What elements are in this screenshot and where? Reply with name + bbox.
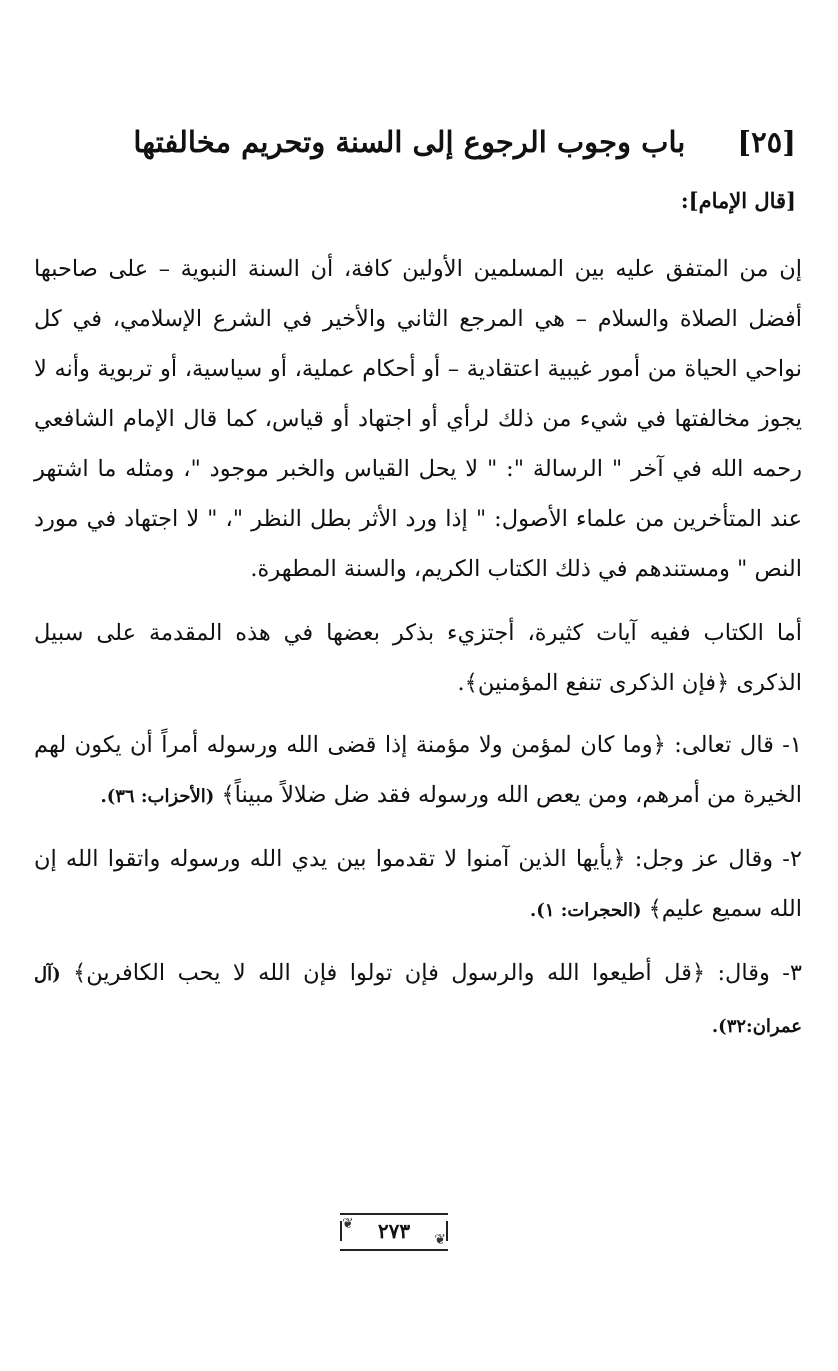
- verse-text: ٣- وقال: ﴿قل أطيعوا الله والرسول فإن تولوا فإن الله لا يحب الكافرين﴾: [73, 960, 802, 986]
- chapter-heading: [34, 118, 802, 166]
- chapter-title: باب وجوب الرجوع إلى السنة وتحريم مخالفتها: [133, 125, 686, 159]
- floral-ornament-icon: ❦: [342, 1216, 354, 1232]
- verse-text: ١- قال تعالى: ﴿وما كان لمؤمن ولا مؤمنة إذا قضى الله ورسوله أمراً أن يكون لهم الخيرة من أمرهم، ومن يعص الله ورسوله فقد ضل ضلالاً مبيناً﴾: [34, 732, 802, 808]
- intro-paragraph: إن من المتفق عليه بين المسلمين الأولين كافة، أن السنة النبوية – على صاحبها أفضل الصلاة والسلام – هي المرجع الثاني والأخير في الشرع الإسلامي، في كل نواحي الحياة من أمور غيبية اعتقادية – أو أحكام عملية، أو سياسية، أو تربوية وأنه لا يجوز مخالفتها في شيء من ذلك لرأي أو اجتهاد أو قياس، كما قال الإمام الشافعي رحمه الله في آخر " الرسالة ": " لا يحل القياس والخبر موجود "، ومثله ما اشتهر عند المتأخرين من علماء الأصول: " إذا ورد الأثر بطل النظر "، " لا اجتهاد في مورد النص " ومستندهم في ذلك الكتاب الكريم، والسنة المطهرة.: [34, 256, 802, 582]
- verse-item-2: [34, 834, 802, 936]
- page-number: ٢٧٣: [377, 1219, 411, 1243]
- verse-reference: (آل عمران:٣٢).: [34, 964, 802, 1037]
- book-page: [34, 118, 802, 1064]
- verse-text: ٢- وقال عز وجل: ﴿يأيها الذين آمنوا لا تقدموا بين يدي الله ورسوله واتقوا الله إن الله سميع عليم﴾: [34, 846, 802, 922]
- quran-paragraph: أما الكتاب ففيه آيات كثيرة، أجتزيء بذكر بعضها في هذه المقدمة على سبيل الذكرى ﴿فإن الذكرى تنفع المؤمنين﴾.: [34, 620, 802, 696]
- verse-reference: (الأحزاب: ٣٦).: [100, 786, 215, 807]
- chapter-number: [٢٥]: [737, 125, 796, 159]
- verse-item-1: [34, 720, 802, 822]
- verse-reference: (الحجرات: ١).: [529, 900, 642, 921]
- floral-ornament-icon: ❦: [434, 1232, 446, 1248]
- verse-item-3: [34, 948, 802, 1052]
- speaker-label: [قال الإمام]:: [680, 188, 796, 213]
- page-number-frame: [340, 1213, 448, 1251]
